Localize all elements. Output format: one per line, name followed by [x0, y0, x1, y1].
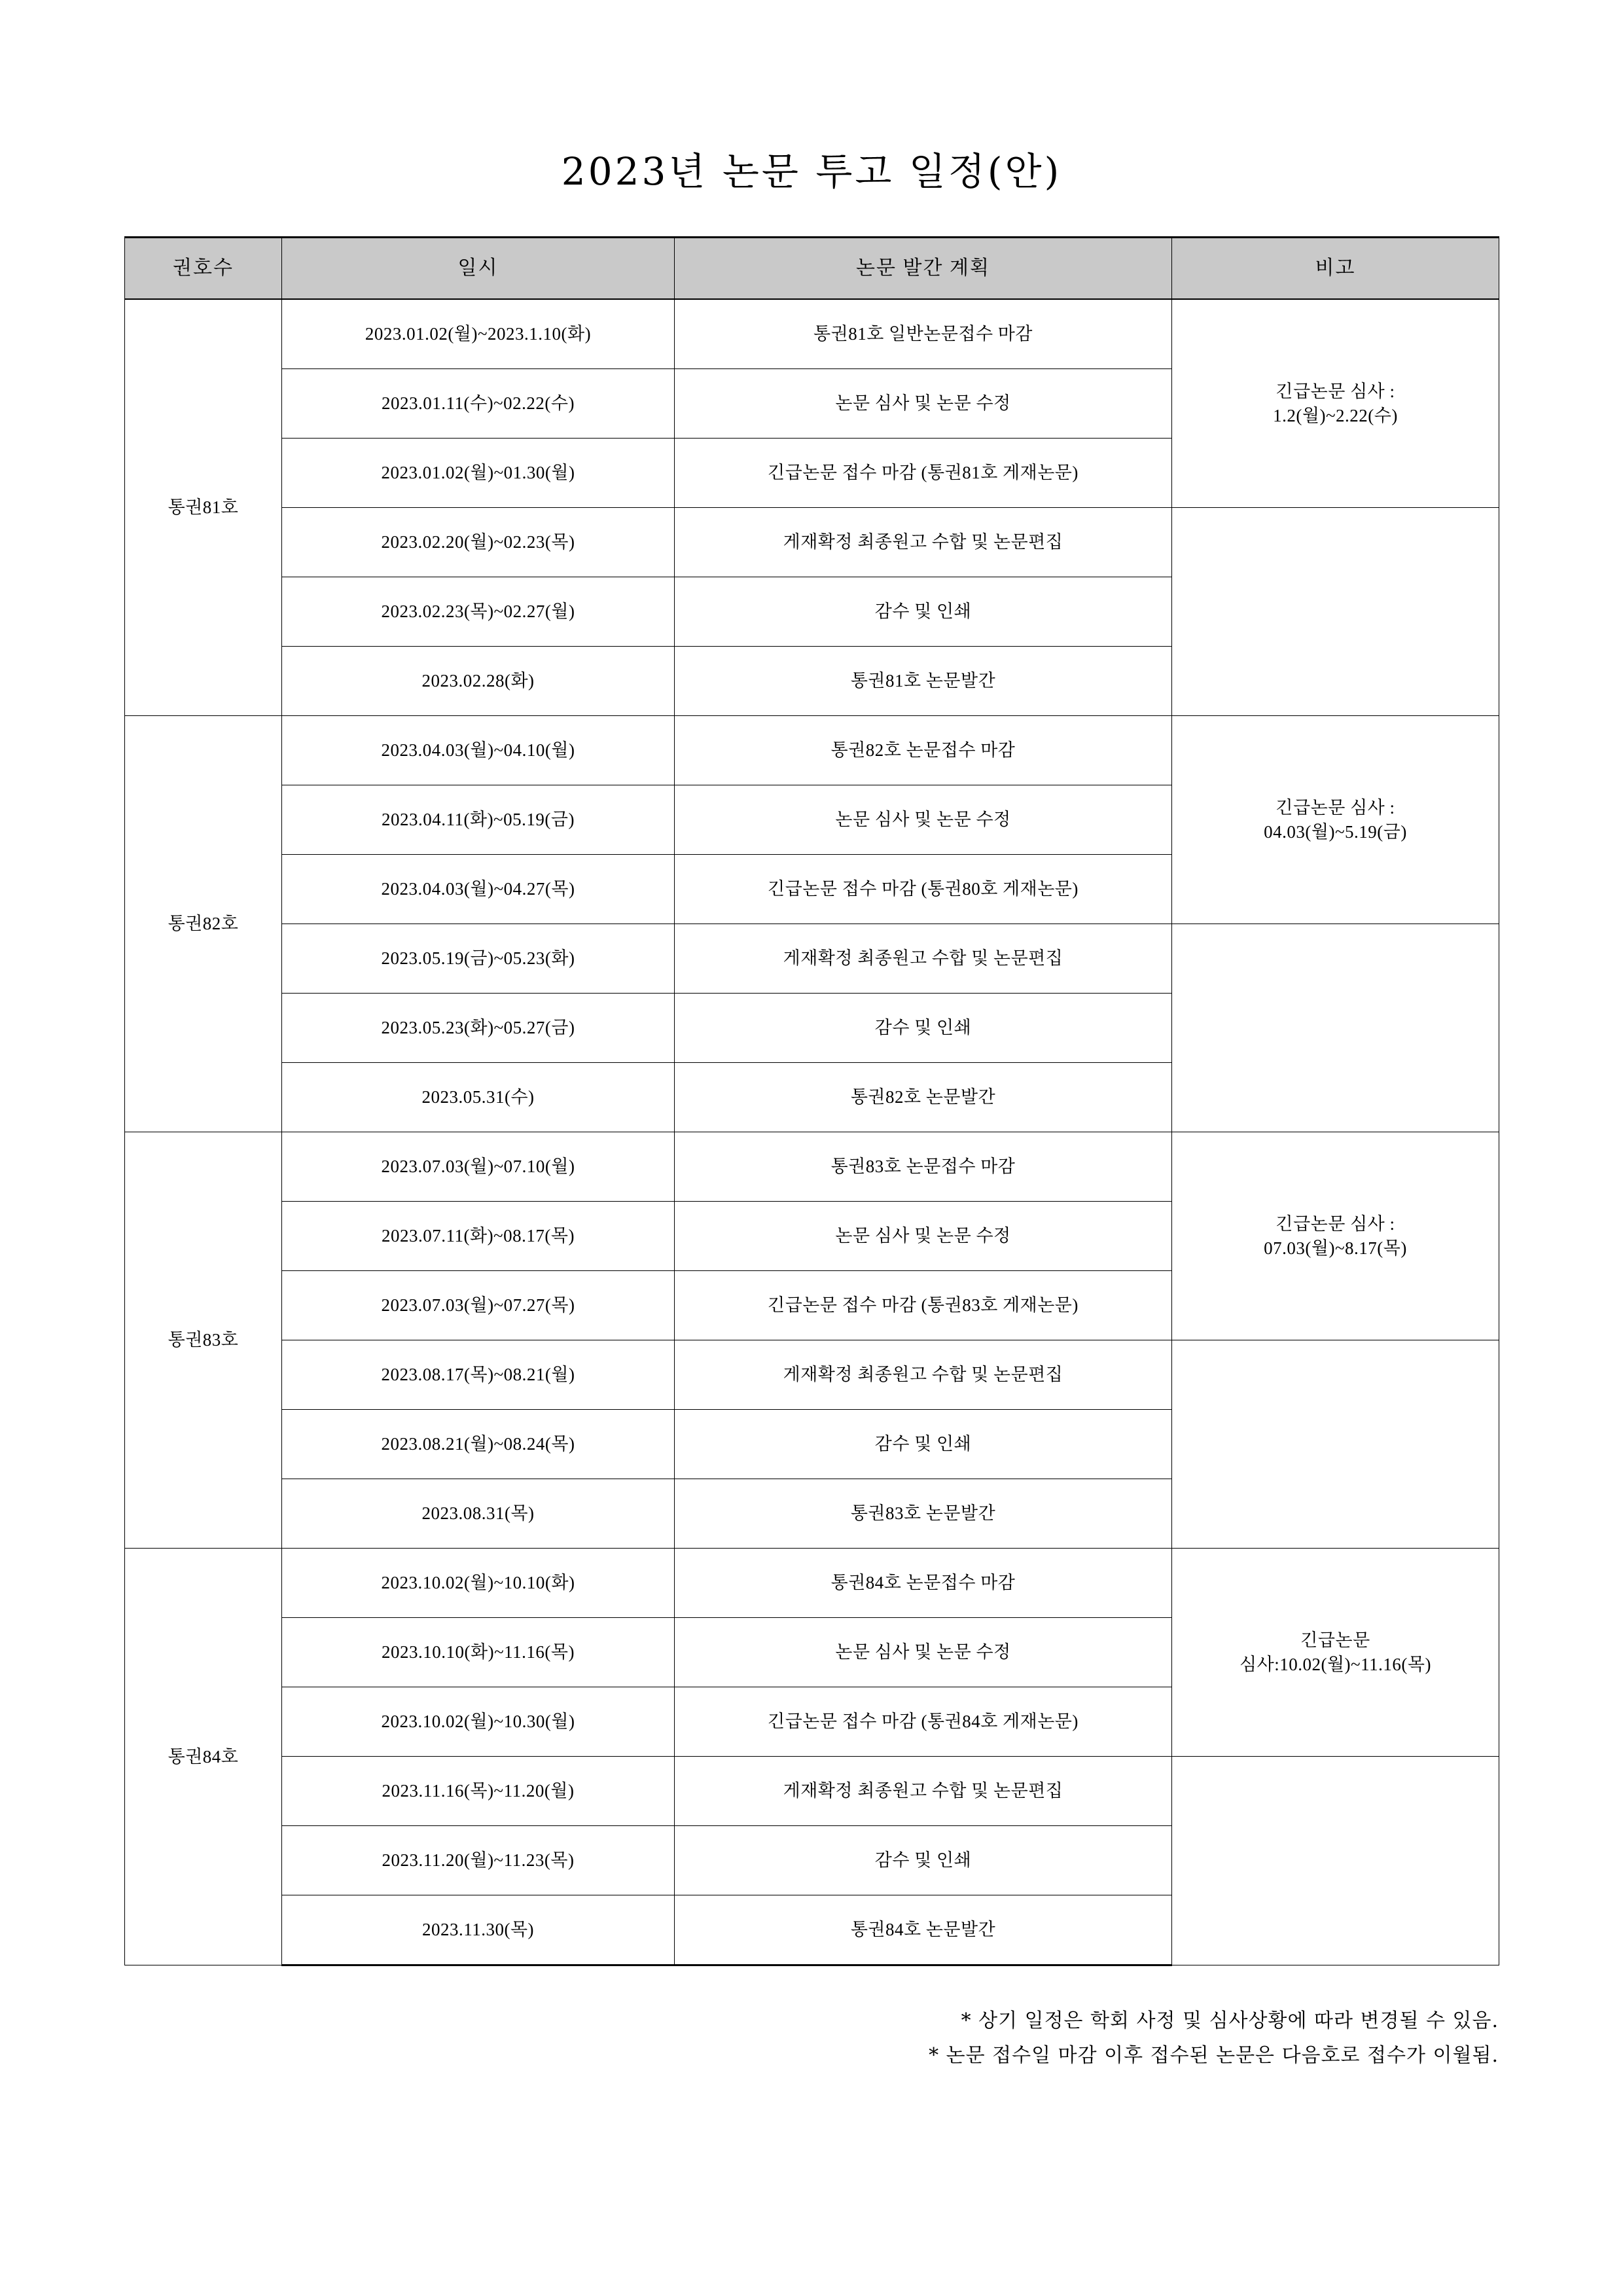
date-cell: 2023.10.02(월)~10.10(화)	[282, 1549, 675, 1618]
date-cell: 2023.05.23(화)~05.27(금)	[282, 994, 675, 1063]
date-cell: 2023.10.10(화)~11.16(목)	[282, 1618, 675, 1687]
plan-cell: 통권83호 논문발간	[675, 1479, 1172, 1549]
table-row	[125, 716, 1499, 785]
note-cell-empty	[1172, 1340, 1499, 1549]
volume-cell: 통권83호	[125, 1132, 282, 1549]
note-cell-empty	[1172, 508, 1499, 716]
plan-cell: 게재확정 최종원고 수합 및 논문편집	[675, 1757, 1172, 1826]
date-cell: 2023.01.02(월)~2023.1.10(화)	[282, 299, 675, 369]
column-header-volume: 권호수	[125, 238, 282, 300]
table-body	[125, 299, 1499, 1965]
plan-cell: 통권84호 논문접수 마감	[675, 1549, 1172, 1618]
plan-cell: 통권81호 일반논문접수 마감	[675, 299, 1172, 369]
date-cell: 2023.11.16(목)~11.20(월)	[282, 1757, 675, 1826]
table-row	[125, 299, 1499, 369]
date-cell: 2023.05.31(수)	[282, 1063, 675, 1132]
note-line-1: 긴급논문	[1300, 1630, 1370, 1651]
note-line-2: 1.2(월)~2.22(수)	[1273, 405, 1398, 425]
volume-cell: 통권81호	[125, 299, 282, 716]
plan-cell: 논문 심사 및 논문 수정	[675, 1618, 1172, 1687]
plan-cell: 긴급논문 접수 마감 (통권84호 게재논문)	[675, 1687, 1172, 1757]
date-cell: 2023.04.11(화)~05.19(금)	[282, 785, 675, 855]
footnotes	[124, 2004, 1499, 2073]
note-line-1: 긴급논문 심사 :	[1275, 798, 1395, 818]
table-header-row	[125, 238, 1499, 300]
plan-cell: 감수 및 인쇄	[675, 994, 1172, 1063]
date-cell: 2023.04.03(월)~04.10(월)	[282, 716, 675, 785]
table-row	[125, 924, 1499, 994]
plan-cell: 논문 심사 및 논문 수정	[675, 1202, 1172, 1271]
note-cell	[1172, 1549, 1499, 1757]
table-header	[125, 238, 1499, 300]
plan-cell: 긴급논문 접수 마감 (통권80호 게재논문)	[675, 855, 1172, 924]
column-header-plan: 논문 발간 계획	[675, 238, 1172, 300]
volume-cell: 통권82호	[125, 716, 282, 1132]
note-line-1: 긴급논문 심사 :	[1275, 1214, 1395, 1234]
note-line-1: 긴급논문 심사 :	[1275, 382, 1395, 402]
date-cell: 2023.07.03(월)~07.27(목)	[282, 1271, 675, 1340]
note-cell	[1172, 299, 1499, 508]
paper-submission-schedule-table	[124, 236, 1499, 1966]
plan-cell: 긴급논문 접수 마감 (통권81호 게재논문)	[675, 439, 1172, 508]
table-row	[125, 1549, 1499, 1618]
date-cell: 2023.07.03(월)~07.10(월)	[282, 1132, 675, 1202]
plan-cell: 긴급논문 접수 마감 (통권83호 게재논문)	[675, 1271, 1172, 1340]
note-cell-empty	[1172, 1757, 1499, 1965]
date-cell: 2023.01.11(수)~02.22(수)	[282, 369, 675, 439]
table-row	[125, 1340, 1499, 1410]
date-cell: 2023.11.20(월)~11.23(목)	[282, 1826, 675, 1895]
table-row	[125, 508, 1499, 577]
page-title: 2023년 논문 투고 일정(안)	[561, 149, 1062, 194]
date-cell: 2023.08.21(월)~08.24(목)	[282, 1410, 675, 1479]
note-cell-empty	[1172, 924, 1499, 1132]
date-cell: 2023.10.02(월)~10.30(월)	[282, 1687, 675, 1757]
volume-cell: 통권84호	[125, 1549, 282, 1965]
plan-cell: 통권83호 논문접수 마감	[675, 1132, 1172, 1202]
plan-cell: 감수 및 인쇄	[675, 577, 1172, 647]
plan-cell: 통권82호 논문발간	[675, 1063, 1172, 1132]
date-cell: 2023.05.19(금)~05.23(화)	[282, 924, 675, 994]
date-cell: 2023.07.11(화)~08.17(목)	[282, 1202, 675, 1271]
plan-cell: 게재확정 최종원고 수합 및 논문편집	[675, 508, 1172, 577]
table-row	[125, 1757, 1499, 1826]
footnote-1: * 상기 일정은 학회 사정 및 심사상황에 따라 변경될 수 있음.	[961, 2009, 1499, 2032]
date-cell: 2023.02.28(화)	[282, 647, 675, 716]
date-cell: 2023.02.23(목)~02.27(월)	[282, 577, 675, 647]
plan-cell: 감수 및 인쇄	[675, 1826, 1172, 1895]
date-cell: 2023.01.02(월)~01.30(월)	[282, 439, 675, 508]
footnote-2: * 논문 접수일 마감 이후 접수된 논문은 다음호로 접수가 이월됨.	[929, 2043, 1499, 2067]
plan-cell: 논문 심사 및 논문 수정	[675, 785, 1172, 855]
date-cell: 2023.08.17(목)~08.21(월)	[282, 1340, 675, 1410]
plan-cell: 논문 심사 및 논문 수정	[675, 369, 1172, 439]
table-row	[125, 1132, 1499, 1202]
note-line-2: 07.03(월)~8.17(목)	[1264, 1238, 1407, 1258]
date-cell: 2023.02.20(월)~02.23(목)	[282, 508, 675, 577]
date-cell: 2023.08.31(목)	[282, 1479, 675, 1549]
plan-cell: 게재확정 최종원고 수합 및 논문편집	[675, 1340, 1172, 1410]
date-cell: 2023.11.30(목)	[282, 1895, 675, 1965]
plan-cell: 게재확정 최종원고 수합 및 논문편집	[675, 924, 1172, 994]
column-header-date: 일시	[282, 238, 675, 300]
note-line-2: 04.03(월)~5.19(금)	[1264, 821, 1407, 842]
plan-cell: 통권84호 논문발간	[675, 1895, 1172, 1965]
note-cell	[1172, 716, 1499, 924]
note-line-2: 심사:10.02(월)~11.16(목)	[1240, 1654, 1431, 1674]
plan-cell: 감수 및 인쇄	[675, 1410, 1172, 1479]
date-cell: 2023.04.03(월)~04.27(목)	[282, 855, 675, 924]
plan-cell: 통권81호 논문발간	[675, 647, 1172, 716]
column-header-note: 비고	[1172, 238, 1499, 300]
plan-cell: 통권82호 논문접수 마감	[675, 716, 1172, 785]
note-cell	[1172, 1132, 1499, 1340]
